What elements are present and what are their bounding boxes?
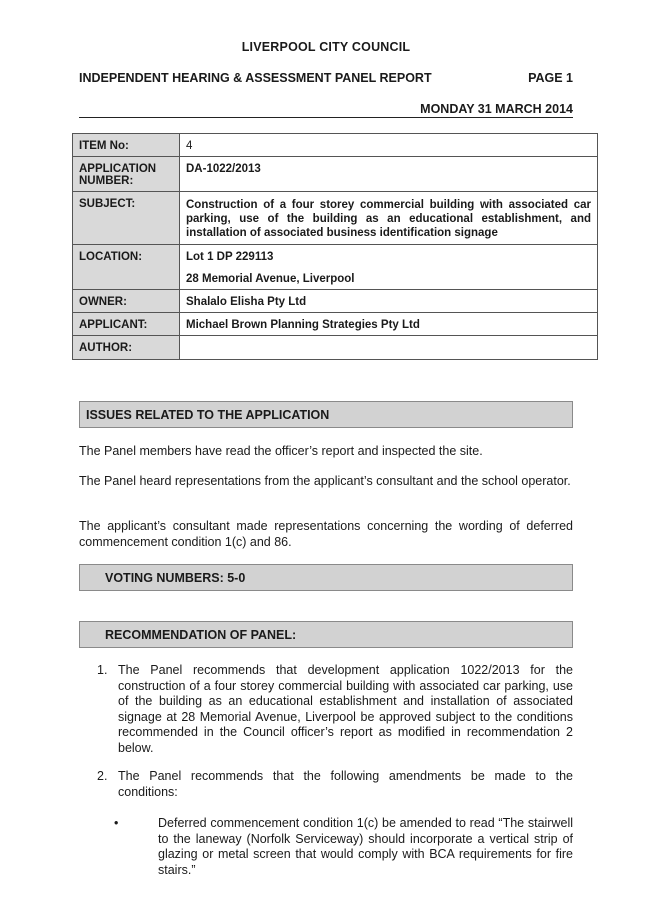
condition-bullet xyxy=(114,816,573,878)
header-divider xyxy=(79,117,573,118)
owner-label: OWNER: xyxy=(73,290,180,313)
applicant-value: Michael Brown Planning Strategies Pty Ltd xyxy=(180,313,598,336)
item-number: 1. xyxy=(97,663,108,677)
location-lot: Lot 1 DP 229113 xyxy=(186,251,274,263)
voting-heading: VOTING NUMBERS: 5-0 xyxy=(79,564,573,591)
application-number-value: DA-1022/2013 xyxy=(180,157,598,192)
application-info-table xyxy=(72,133,598,360)
issues-paragraph: The Panel members have read the officer’s report and inspected the site. xyxy=(79,444,483,458)
issues-paragraph: The applicant’s consultant made representations concerning the wording of deferred commencement condition 1(c) and 86. xyxy=(79,519,573,549)
item-no-value: 4 xyxy=(180,134,598,157)
location-address: 28 Memorial Avenue, Liverpool xyxy=(186,273,355,285)
item-text: The Panel recommends that the following amendments be made to the conditions: xyxy=(118,769,573,799)
application-number-label: APPLICATION NUMBER: xyxy=(73,157,180,192)
page-number: PAGE 1 xyxy=(528,71,573,85)
recommendation-item xyxy=(97,663,573,756)
table-row xyxy=(73,313,598,336)
recommendation-heading: RECOMMENDATION OF PANEL: xyxy=(79,621,573,648)
location-value xyxy=(180,245,598,290)
item-no-label: ITEM No: xyxy=(73,134,180,157)
bullet-text: Deferred commencement condition 1(c) be amended to read “The stairwell to the laneway (Norfolk Serviceway) should incorporate a vertical strip of glazing or metal screen that would comply with BCA requirements for fire stairs.” xyxy=(158,816,573,877)
author-label: AUTHOR: xyxy=(73,336,180,360)
location-label: LOCATION: xyxy=(73,245,180,290)
subject-label: SUBJECT: xyxy=(73,192,180,245)
report-title-line xyxy=(79,71,573,85)
applicant-label: APPLICANT: xyxy=(73,313,180,336)
report-title: INDEPENDENT HEARING & ASSESSMENT PANEL REPORT xyxy=(79,71,432,85)
table-row xyxy=(73,336,598,360)
table-row xyxy=(73,134,598,157)
owner-value: Shalalo Elisha Pty Ltd xyxy=(180,290,598,313)
meeting-date: MONDAY 31 MARCH 2014 xyxy=(420,102,573,116)
table-row xyxy=(73,290,598,313)
council-name: LIVERPOOL CITY COUNCIL xyxy=(241,40,411,54)
author-value xyxy=(180,336,598,360)
subject-value: Construction of a four storey commercial building with associated car parking, use of the building as an educational establishment, and installation of associated business identification signage xyxy=(180,192,598,245)
item-number: 2. xyxy=(97,769,108,783)
table-row xyxy=(73,245,598,290)
table-row xyxy=(73,157,598,192)
bullet-symbol: • xyxy=(114,816,119,830)
recommendation-item xyxy=(97,769,573,800)
item-text: The Panel recommends that development application 1022/2013 for the construction of a four storey commercial building with associated car parking, use of the building as an educational establishment and installation of associated signage at 28 Memorial Avenue, Liverpool be approved subject to the conditions recommended in the Council officer’s report as modified in recommendation 2 below. xyxy=(118,663,573,755)
issues-paragraph: The Panel heard representations from the applicant’s consultant and the school operator. xyxy=(79,474,571,488)
issues-heading: ISSUES RELATED TO THE APPLICATION xyxy=(79,401,573,428)
table-row xyxy=(73,192,598,245)
